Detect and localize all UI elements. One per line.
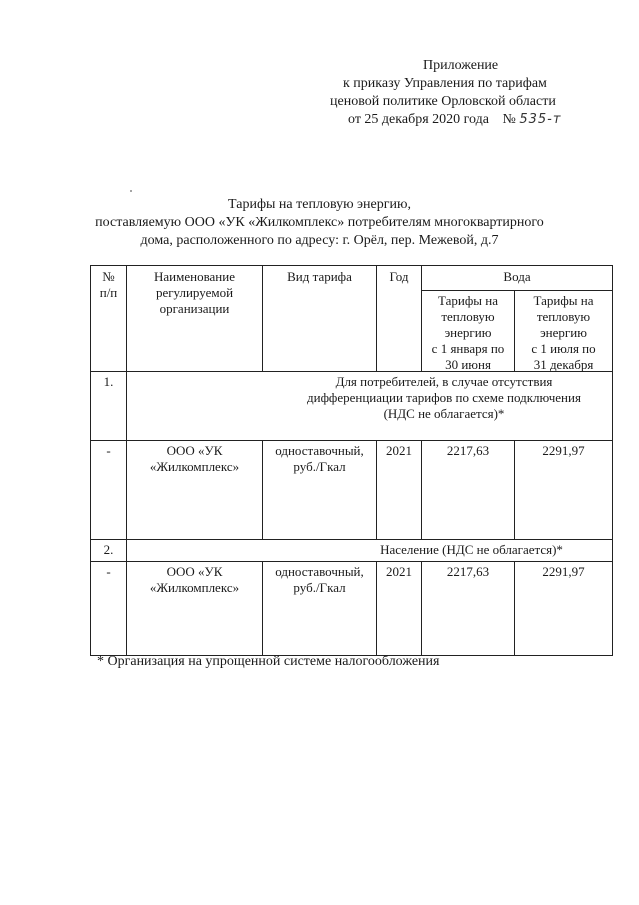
row-tariff-type <box>263 443 376 475</box>
header-tariff-first-half <box>422 293 514 373</box>
row-type-line: одноставочный, <box>275 564 364 579</box>
document-title: дома, расположенного по адресу: г. Орёл, пер. Межевой, д.7 <box>140 233 499 248</box>
header-num-line: п/п <box>99 285 118 300</box>
header-sub-line: тепловую <box>441 309 495 324</box>
header-org-line: организации <box>159 301 230 316</box>
row-org-line: «Жилкомплекс» <box>149 459 240 474</box>
scan-speck <box>130 190 132 192</box>
order-number-sign: № <box>502 112 516 127</box>
header-sub-line: с 1 января по <box>431 341 505 356</box>
table-grid <box>421 290 612 291</box>
header-sub-line: Тарифы на <box>533 293 594 308</box>
row-num: - <box>106 564 111 579</box>
table-grid <box>91 561 612 562</box>
row-org-line: ООО «УК <box>166 443 223 458</box>
header-sub-line: 30 июня <box>445 357 491 372</box>
header-sub-line: Тарифы на <box>438 293 498 308</box>
table-grid <box>91 440 612 441</box>
order-ref-line: к приказу Управления по тарифам <box>343 76 547 91</box>
section-label <box>276 374 612 422</box>
row-org-line: ООО «УК <box>166 564 223 579</box>
row-organization <box>127 443 262 475</box>
row-tariff-second-half: 2291,97 <box>542 564 585 579</box>
document-title: поставляемую ООО «УК «Жилкомплекс» потребителям многоквартирного <box>95 215 544 230</box>
header-sub-line: 31 декабря <box>533 357 594 372</box>
document-title: Тарифы на тепловую энергию, <box>228 197 411 212</box>
row-tariff-first-half: 2217,63 <box>446 443 490 458</box>
row-type-line: руб./Гкал <box>293 459 346 474</box>
header-year: Год <box>389 269 409 284</box>
row-type-line: руб./Гкал <box>293 580 346 595</box>
header-water: Вода <box>503 269 531 284</box>
section-label: Население (НДС не облагается)* <box>380 542 563 557</box>
order-ref-line: ценовой политике Орловской области <box>330 94 556 109</box>
row-org-line: «Жилкомплекс» <box>149 580 240 595</box>
row-type-line: одноставочный, <box>275 443 364 458</box>
section-label-line: (НДС не облагается)* <box>383 406 505 421</box>
section-number: 2. <box>103 542 114 557</box>
order-number-handwritten: 535-т <box>519 112 562 127</box>
header-sub-line: тепловую <box>536 309 591 324</box>
header-tariff-type: Вид тарифа <box>287 269 352 284</box>
header-sub-line: с 1 июля по <box>531 341 596 356</box>
tariff-table <box>90 265 613 656</box>
order-date-text: от 25 декабря 2020 года <box>348 112 489 127</box>
header-num-line: № <box>102 269 115 284</box>
table-grid <box>91 539 612 540</box>
section-label-line: дифференциации тарифов по схеме подключения <box>307 390 581 405</box>
row-organization <box>127 564 262 596</box>
section-number: 1. <box>103 374 114 389</box>
row-tariff-second-half: 2291,97 <box>542 443 585 458</box>
header-tariff-second-half <box>515 293 612 373</box>
header-org-line: Наименование <box>154 269 235 284</box>
header-org-line: регулируемой <box>155 285 234 300</box>
row-year: 2021 <box>386 443 412 458</box>
header-organization <box>127 269 262 317</box>
order-date <box>348 111 561 129</box>
appendix-label: Приложение <box>423 58 499 73</box>
section-label-line: Для потребителей, в случае отсутствия <box>335 374 553 389</box>
row-tariff-type <box>263 564 376 596</box>
row-tariff-first-half: 2217,63 <box>446 564 490 579</box>
header-sub-line: энергию <box>444 325 492 340</box>
row-year: 2021 <box>386 564 412 579</box>
footnote: * Организация на упрощенной системе налогообложения <box>97 654 440 669</box>
row-num: - <box>106 443 111 458</box>
header-sub-line: энергию <box>540 325 587 340</box>
header-num <box>91 269 126 301</box>
